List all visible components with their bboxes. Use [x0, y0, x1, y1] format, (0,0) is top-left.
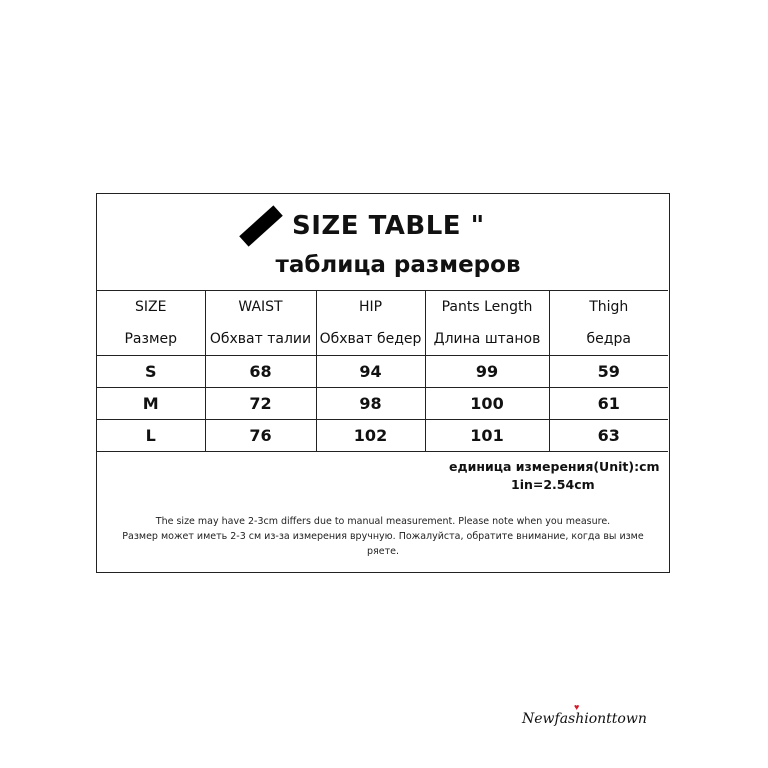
cell-size: S	[97, 356, 205, 388]
cell-hip: 98	[316, 388, 425, 420]
header-pants-length: Pants Length Длина штанов	[425, 291, 549, 356]
cell-waist: 72	[205, 388, 316, 420]
header-thigh: Thigh бедра	[549, 291, 668, 356]
table-row	[97, 356, 668, 388]
size-table	[97, 290, 668, 452]
cell-hip: 94	[316, 356, 425, 388]
brand-watermark: Newfashionttown	[522, 711, 647, 727]
heart-icon: ♥	[574, 702, 580, 712]
size-table-subtitle: таблица размеров	[275, 252, 521, 278]
conversion-line: 1in=2.54cm	[511, 477, 595, 492]
unit-info	[449, 458, 660, 494]
cell-waist: 68	[205, 356, 316, 388]
note-russian-cont: ряете.	[367, 546, 399, 557]
cell-thigh: 63	[549, 420, 668, 452]
size-chart-card	[96, 193, 670, 573]
title-row	[248, 206, 485, 246]
cell-waist: 76	[205, 420, 316, 452]
cell-size: M	[97, 388, 205, 420]
cell-thigh: 61	[549, 388, 668, 420]
card-header	[97, 194, 669, 290]
table-header-row	[97, 291, 668, 356]
size-table-title: SIZE TABLE "	[292, 211, 485, 241]
cell-pants-length: 100	[425, 388, 549, 420]
cell-pants-length: 101	[425, 420, 549, 452]
cell-size: L	[97, 420, 205, 452]
cell-thigh: 59	[549, 356, 668, 388]
header-hip: HIP Обхват бедер	[316, 291, 425, 356]
header-waist: WAIST Обхват талии	[205, 291, 316, 356]
slash-icon	[239, 205, 283, 246]
table-row	[97, 420, 668, 452]
measurement-note	[97, 514, 669, 559]
header-size: SIZE Размер	[97, 291, 205, 356]
table-row	[97, 388, 668, 420]
cell-hip: 102	[316, 420, 425, 452]
cell-pants-length: 99	[425, 356, 549, 388]
note-russian: Размер может иметь 2-3 см из-за измерения вручную. Пожалуйста, обратите внимание, когда вы изме	[122, 531, 644, 542]
unit-line: единица измерения(Unit):cm	[449, 459, 660, 474]
note-english: The size may have 2-3cm differs due to manual measurement. Please note when you measure.	[155, 516, 611, 527]
